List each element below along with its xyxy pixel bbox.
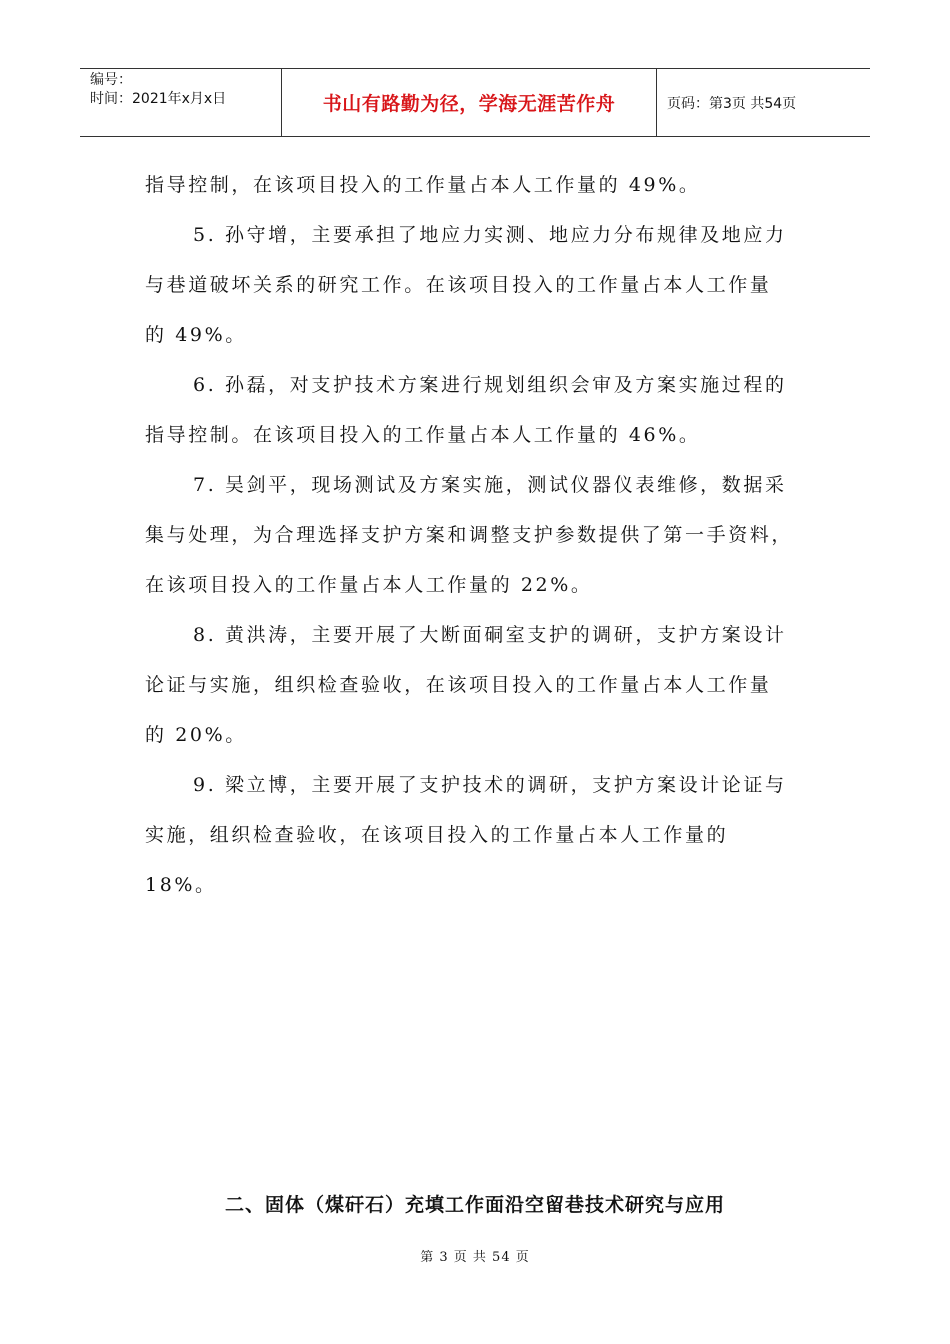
paragraph-line: 指导控制，在该项目投入的工作量占本人工作量的 49%。: [145, 174, 701, 196]
page-header: [80, 68, 870, 137]
paragraph-line: 集与处理，为合理选择支护方案和调整支护参数提供了第一手资料，: [145, 524, 794, 546]
document-body: [145, 160, 810, 910]
paragraph-line: 的 49%。: [145, 324, 247, 346]
paragraph-line: 与巷道破坏关系的研究工作。在该项目投入的工作量占本人工作量: [145, 274, 772, 296]
paragraph-line: 的 20%。: [145, 724, 247, 746]
paragraph-line: 8. 黄洪涛，主要开展了大断面硐室支护的调研，支护方案设计: [193, 624, 787, 646]
paragraph-line: 实施，组织检查验收，在该项目投入的工作量占本人工作量的: [145, 824, 729, 846]
document-time-label: 时间：2021年x月x日: [90, 91, 227, 107]
page-footer: 第 3 页 共 54 页: [420, 1250, 530, 1265]
paragraph-line: 18%。: [145, 874, 217, 896]
document-number-label: 编号：: [90, 72, 132, 88]
header-page-info: 页码：第3页 共54页: [667, 95, 797, 112]
header-meta: [80, 69, 282, 136]
paragraph-line: 6. 孙磊，对支护技术方案进行规划组织会审及方案实施过程的: [193, 374, 787, 396]
paragraph-line: 在该项目投入的工作量占本人工作量的 22%。: [145, 574, 593, 596]
paragraph-line: 指导控制。在该项目投入的工作量占本人工作量的 46%。: [145, 424, 701, 446]
paragraph-line: 7. 吴剑平，现场测试及方案实施，测试仪器仪表维修，数据采: [193, 474, 787, 496]
paragraph-line: 5. 孙守增，主要承担了地应力实测、地应力分布规律及地应力: [193, 224, 787, 246]
section-heading: 二、固体（煤矸石）充填工作面沿空留巷技术研究与应用: [224, 1194, 725, 1216]
header-motto: 书山有路勤为径，学海无涯苦作舟: [282, 69, 657, 136]
paragraph-line: 论证与实施，组织检查验收，在该项目投入的工作量占本人工作量: [145, 674, 772, 696]
paragraph-line: 9. 梁立博，主要开展了支护技术的调研，支护方案设计论证与: [193, 774, 787, 796]
